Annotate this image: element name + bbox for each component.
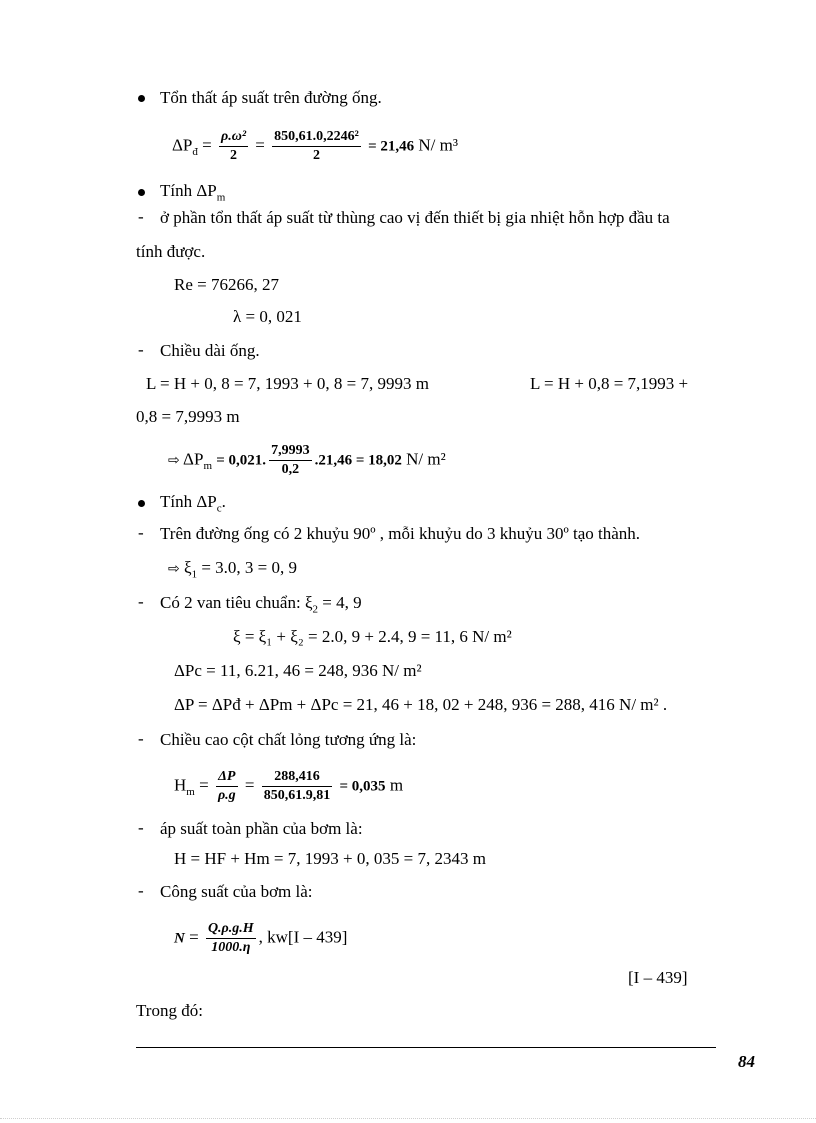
xi1-equation: ⇨ $\xi_1 = 3.0$, 3 = 0, 9	[168, 558, 298, 581]
section-heading-delta-pc: Tính $\Delta P_c$.	[160, 492, 226, 515]
length-equation-c: 0,8 = 7,9993 m	[136, 407, 240, 426]
page-bottom-border	[0, 1118, 816, 1119]
valve-description: Có 2 van tiêu chuẩn: $\xi_2 = 4$, 9	[160, 593, 362, 616]
bullet-icon	[138, 500, 145, 507]
fraction: $\frac{\text{850,61.0,2246²}}{2}$	[274, 129, 359, 163]
dash-marker: -	[138, 340, 144, 359]
equation-pump-power: N = $\frac{Q.\rho.g.H}{1000.\eta}$ , kw[I – 439]	[174, 921, 348, 955]
paragraph-line: ở phần tổn thất áp suất từ thùng cao vị đến thiết bị gia nhiệt hỗn hợp đầu ta	[160, 208, 670, 227]
length-label: Chiều dài ống.	[160, 341, 260, 360]
dash-marker: -	[138, 207, 144, 226]
trong-do-label: Trong đó:	[136, 1001, 203, 1020]
dash-marker: -	[138, 523, 144, 542]
equation-delta-pd: $\Delta P_đ$ = $\frac{\text{ρ.ω²}}{2}$ = $\frac{\text{850,61.0,2246²}}{2}$ = 21,46 N/ m³	[172, 129, 458, 163]
delta-pc-equation: ΔPc = 11, 6.21, 46 = 248, 936 N/ m²	[174, 661, 422, 680]
reference: [I – 439]	[628, 968, 688, 987]
length-equation-a: L = H + 0, 8 = 7, 1993 + 0, 8 = 7, 9993 m	[146, 374, 429, 393]
fraction: $\frac{7,9993}{0,2}$	[271, 443, 310, 477]
reynolds-number: Re = 76266, 27	[174, 275, 279, 294]
lambda-value: λ = 0, 021	[233, 307, 302, 326]
section-heading-pressure-loss: Tổn thất áp suất trên đường ống.	[160, 88, 382, 107]
length-equation-b: L = H + 0,8 = 7,1993 +	[530, 374, 689, 393]
equation-delta-pm: ⇨ $\Delta P_m = 0,021$. $\frac{7,9993}{0,2}$ .21,46 = 18,02 N/ m²	[168, 443, 446, 477]
footer-rule	[136, 1047, 716, 1048]
height-label: Chiều cao cột chất lỏng tương ứng là:	[160, 730, 417, 749]
fraction: $\frac{288,416}{850,61.9,81}$	[263, 769, 331, 803]
section-heading-delta-pm: Tính $\Delta P_m$	[160, 181, 226, 204]
arrow-right-icon: ⇨	[168, 561, 180, 577]
fraction: $\frac{\text{ρ.ω²}}{2}$	[220, 129, 247, 163]
pump-power-label: Công suất của bơm là:	[160, 882, 313, 901]
xi-sum-equation: ξ = ξ₁ + ξ₂ = 2.0, 9 + 2.4, 9 = 11, 6 N/ m²	[233, 627, 512, 646]
pump-pressure-equation: H = HF + Hm = 7, 1993 + 0, 035 = 7, 2343 m	[174, 849, 486, 868]
dash-marker: -	[138, 818, 144, 837]
elbow-description: Trên đường ống có 2 khuỷu 90º , mỗi khuỷu do 3 khuỷu 30º tạo thành.	[160, 524, 641, 543]
equation-hm: $H_m$ = $\frac{\Delta P}{\rho.g}$ = $\frac{288,416}{850,61.9,81}$ = 0,035 m	[174, 769, 404, 803]
dash-marker: -	[138, 729, 144, 748]
delta-p-total-equation: ΔP = ΔPđ + ΔPm + ΔPc = 21, 46 + 18, 02 + 248, 936 = 288, 416 N/ m² .	[174, 695, 668, 714]
fraction: $\frac{Q.\rho.g.H}{1000.\eta}$	[207, 921, 254, 955]
pump-pressure-label: áp suất toàn phần của bơm là:	[160, 819, 363, 838]
dash-marker: -	[138, 881, 144, 900]
fraction: $\frac{\Delta P}{\rho.g}$	[217, 769, 236, 803]
bullet-icon	[138, 189, 145, 196]
page-number: 84	[738, 1052, 755, 1071]
paragraph-line: tính được.	[136, 242, 206, 261]
arrow-right-icon: ⇨	[168, 452, 180, 469]
bullet-icon	[138, 95, 145, 102]
dash-marker: -	[138, 592, 144, 611]
